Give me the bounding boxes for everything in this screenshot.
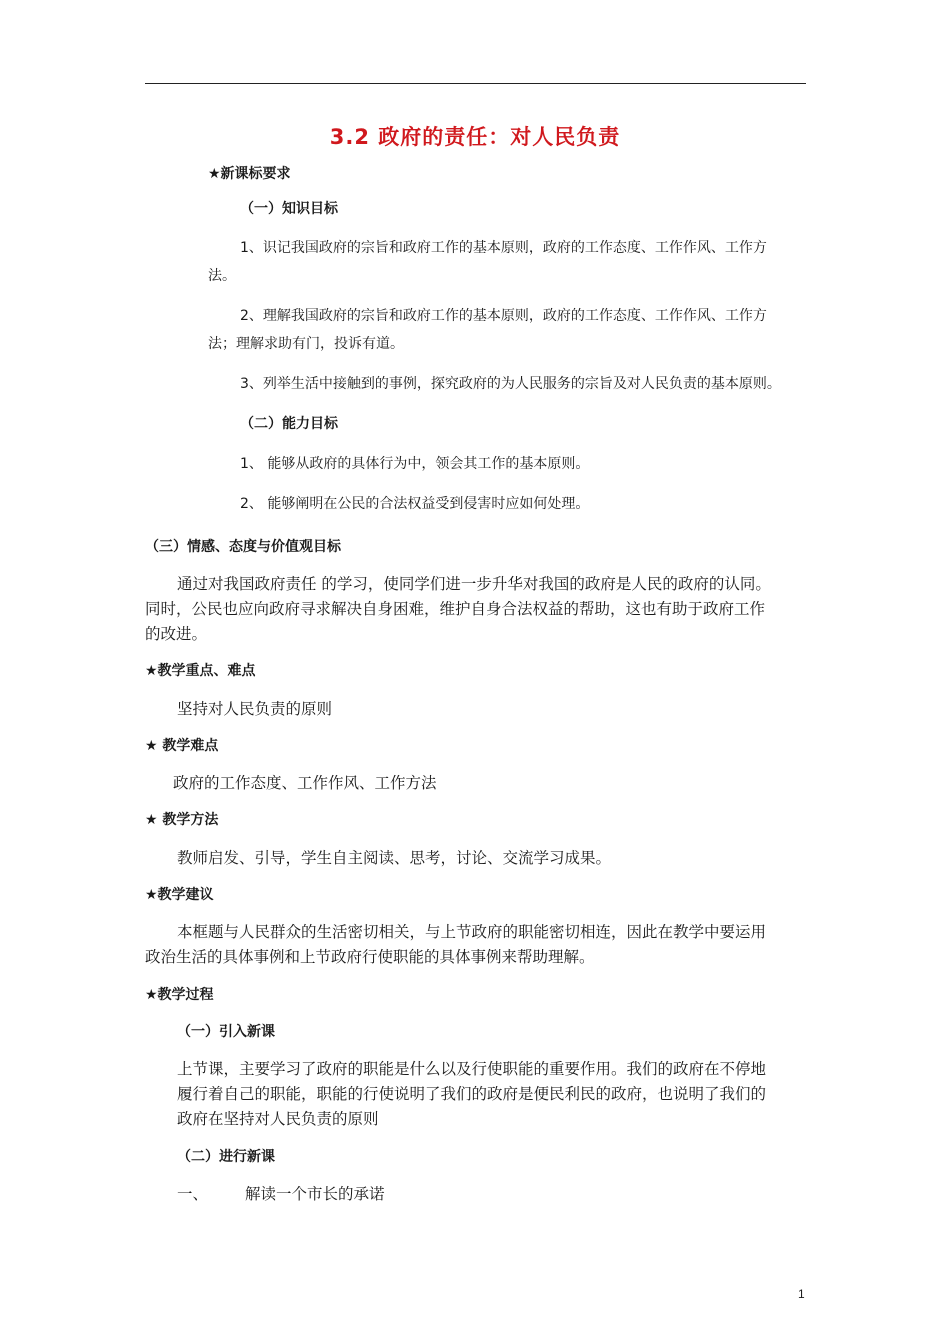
paragraph-line: 坚持对人民负责的原则 (177, 700, 333, 718)
section-heading: ★ 教学难点 (145, 738, 219, 754)
subheading: （一）知识目标 (240, 201, 338, 217)
subheading: （一）引入新课 (177, 1024, 275, 1040)
paragraph-line: 1、识记我国政府的宗旨和政府工作的基本原则，政府的工作态度、工作作风、工作方 (240, 240, 767, 256)
subheading: （二）能力目标 (240, 416, 338, 432)
section-heading: ★新课标要求 (208, 166, 291, 182)
paragraph-line: 教师启发、引导，学生自主阅读、思考，讨论、交流学习成果。 (177, 849, 612, 867)
subheading: （二）进行新课 (177, 1149, 275, 1165)
paragraph-line: 2、理解我国政府的宗旨和政府工作的基本原则，政府的工作态度、工作作风、工作方 (240, 308, 767, 324)
page-title: 3.2 政府的责任：对人民负责 (329, 125, 621, 149)
section-heading: ★教学过程 (145, 987, 214, 1003)
list-item: 2、 能够阐明在公民的合法权益受到侵害时应如何处理。 (240, 496, 590, 512)
section-heading: ★ 教学方法 (145, 812, 219, 828)
paragraph-line: 上节课，主要学习了政府的职能是什么以及行使职能的重要作用。我们的政府在不停地 (177, 1060, 767, 1078)
section-heading: ★教学建议 (145, 887, 214, 903)
paragraph-line: 同时，公民也应向政府寻求解决自身困难，维护自身合法权益的帮助，这也有助于政府工作 (145, 600, 766, 618)
list-item: 解读一个市长的承诺 (245, 1185, 385, 1203)
paragraph-line: 本框题与人民群众的生活密切相关，与上节政府的职能密切相连，因此在教学中要运用 (177, 923, 767, 941)
paragraph-line: 政府在坚持对人民负责的原则 (177, 1110, 379, 1128)
subheading: （三）情感、态度与价值观目标 (145, 539, 341, 555)
paragraph-line: 政府的工作态度、工作作风、工作方法 (173, 774, 437, 792)
section-heading: ★教学重点、难点 (145, 663, 256, 679)
list-item-number: 一、 (177, 1185, 209, 1203)
paragraph-line: 法。 (208, 268, 236, 284)
paragraph-line: 的改进。 (145, 625, 208, 643)
paragraph-line: 履行着自己的职能，职能的行使说明了我们的政府是便民利民的政府，也说明了我们的 (177, 1085, 767, 1103)
page-number: 1 (798, 1287, 805, 1301)
list-item: 1、 能够从政府的具体行为中，领会其工作的基本原则。 (240, 456, 590, 472)
paragraph-line: 3、列举生活中接触到的事例，探究政府的为人民服务的宗旨及对人民负责的基本原则。 (240, 376, 781, 392)
paragraph-line: 通过对我国政府责任 的学习，使同学们进一步升华对我国的政府是人民的政府的认同。 (177, 575, 771, 593)
paragraph-line: 法；理解求助有门，投诉有道。 (208, 336, 404, 352)
header-rule (145, 83, 806, 84)
paragraph-line: 政治生活的具体事例和上节政府行使职能的具体事例来帮助理解。 (145, 948, 595, 966)
